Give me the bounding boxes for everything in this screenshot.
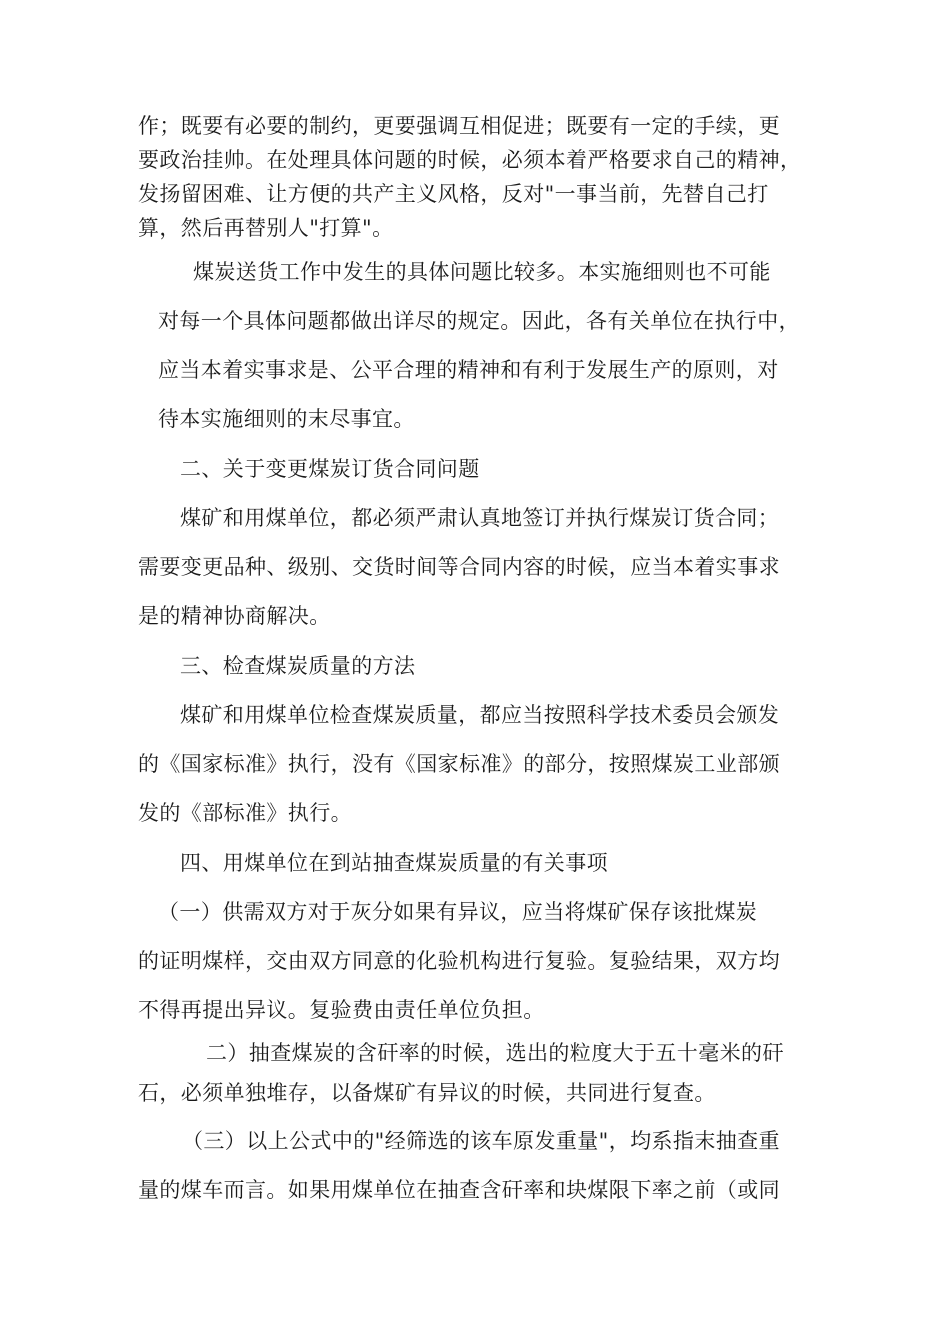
text-line: 是的精神协商解决。 [138,604,331,628]
text-line: 二）抽查煤炭的含矸率的时候，选出的粒度大于五十毫米的矸 [206,1041,784,1065]
text-line: 煤矿和用煤单位检查煤炭质量，都应当按照科学技术委员会颁发 [180,703,780,727]
text-line: 的《国家标准》执行，没有《国家标准》的部分，按照煤炭工业部颁 [138,752,780,776]
text-line: 待本实施细则的末尽事宜。 [158,407,415,431]
section-heading: 四、用煤单位在到站抽查煤炭质量的有关事项 [180,851,608,875]
text-line: 作；既要有必要的制约，更要强调互相促进；既要有一定的手续，更 [138,114,780,138]
text-line: 的证明煤样，交由双方同意的化验机构进行复验。复验结果，双方均 [138,949,780,973]
text-line: 发的《部标准》执行。 [138,801,352,825]
text-line: 量的煤车而言。如果用煤单位在抽查含矸率和块煤限下率之前（或同 [138,1178,780,1202]
text-line: 不得再提出异议。复验费由责任单位负担。 [138,998,545,1022]
text-line: 发扬留困难、让方便的共产主义风格，反对"一事当前，先替自己打 [138,182,769,206]
text-line: 算，然后再替别人"打算"。 [138,216,394,240]
text-line: 要政治挂帅。在处理具体问题的时候，必须本着严格要求自己的精神， [138,148,802,172]
section-heading: 二、关于变更煤炭订货合同问题 [180,457,480,481]
text-line: 煤矿和用煤单位，都必须严肃认真地签订并执行煤炭订货合同； [180,506,780,530]
text-line: 煤炭送货工作中发生的具体问题比较多。本实施细则也不可能 [193,260,771,284]
section-heading: 三、检查煤炭质量的方法 [180,654,416,678]
text-line: 石，必须单独堆存，以备煤矿有异议的时候，共同进行复查。 [138,1081,716,1105]
text-line: 应当本着实事求是、公平合理的精神和有利于发展生产的原则，对 [158,358,779,382]
text-line: （一）供需双方对于灰分如果有异议，应当将煤矿保存该批煤炭 [158,900,758,924]
text-line: 需要变更品种、级别、交货时间等合同内容的时候，应当本着实事求 [138,555,780,579]
text-line: （三）以上公式中的"经筛选的该车原发重量"，均系指末抽查重 [182,1129,780,1153]
text-line: 对每一个具体问题都做出详尽的规定。因此，各有关单位在执行中， [158,309,800,333]
